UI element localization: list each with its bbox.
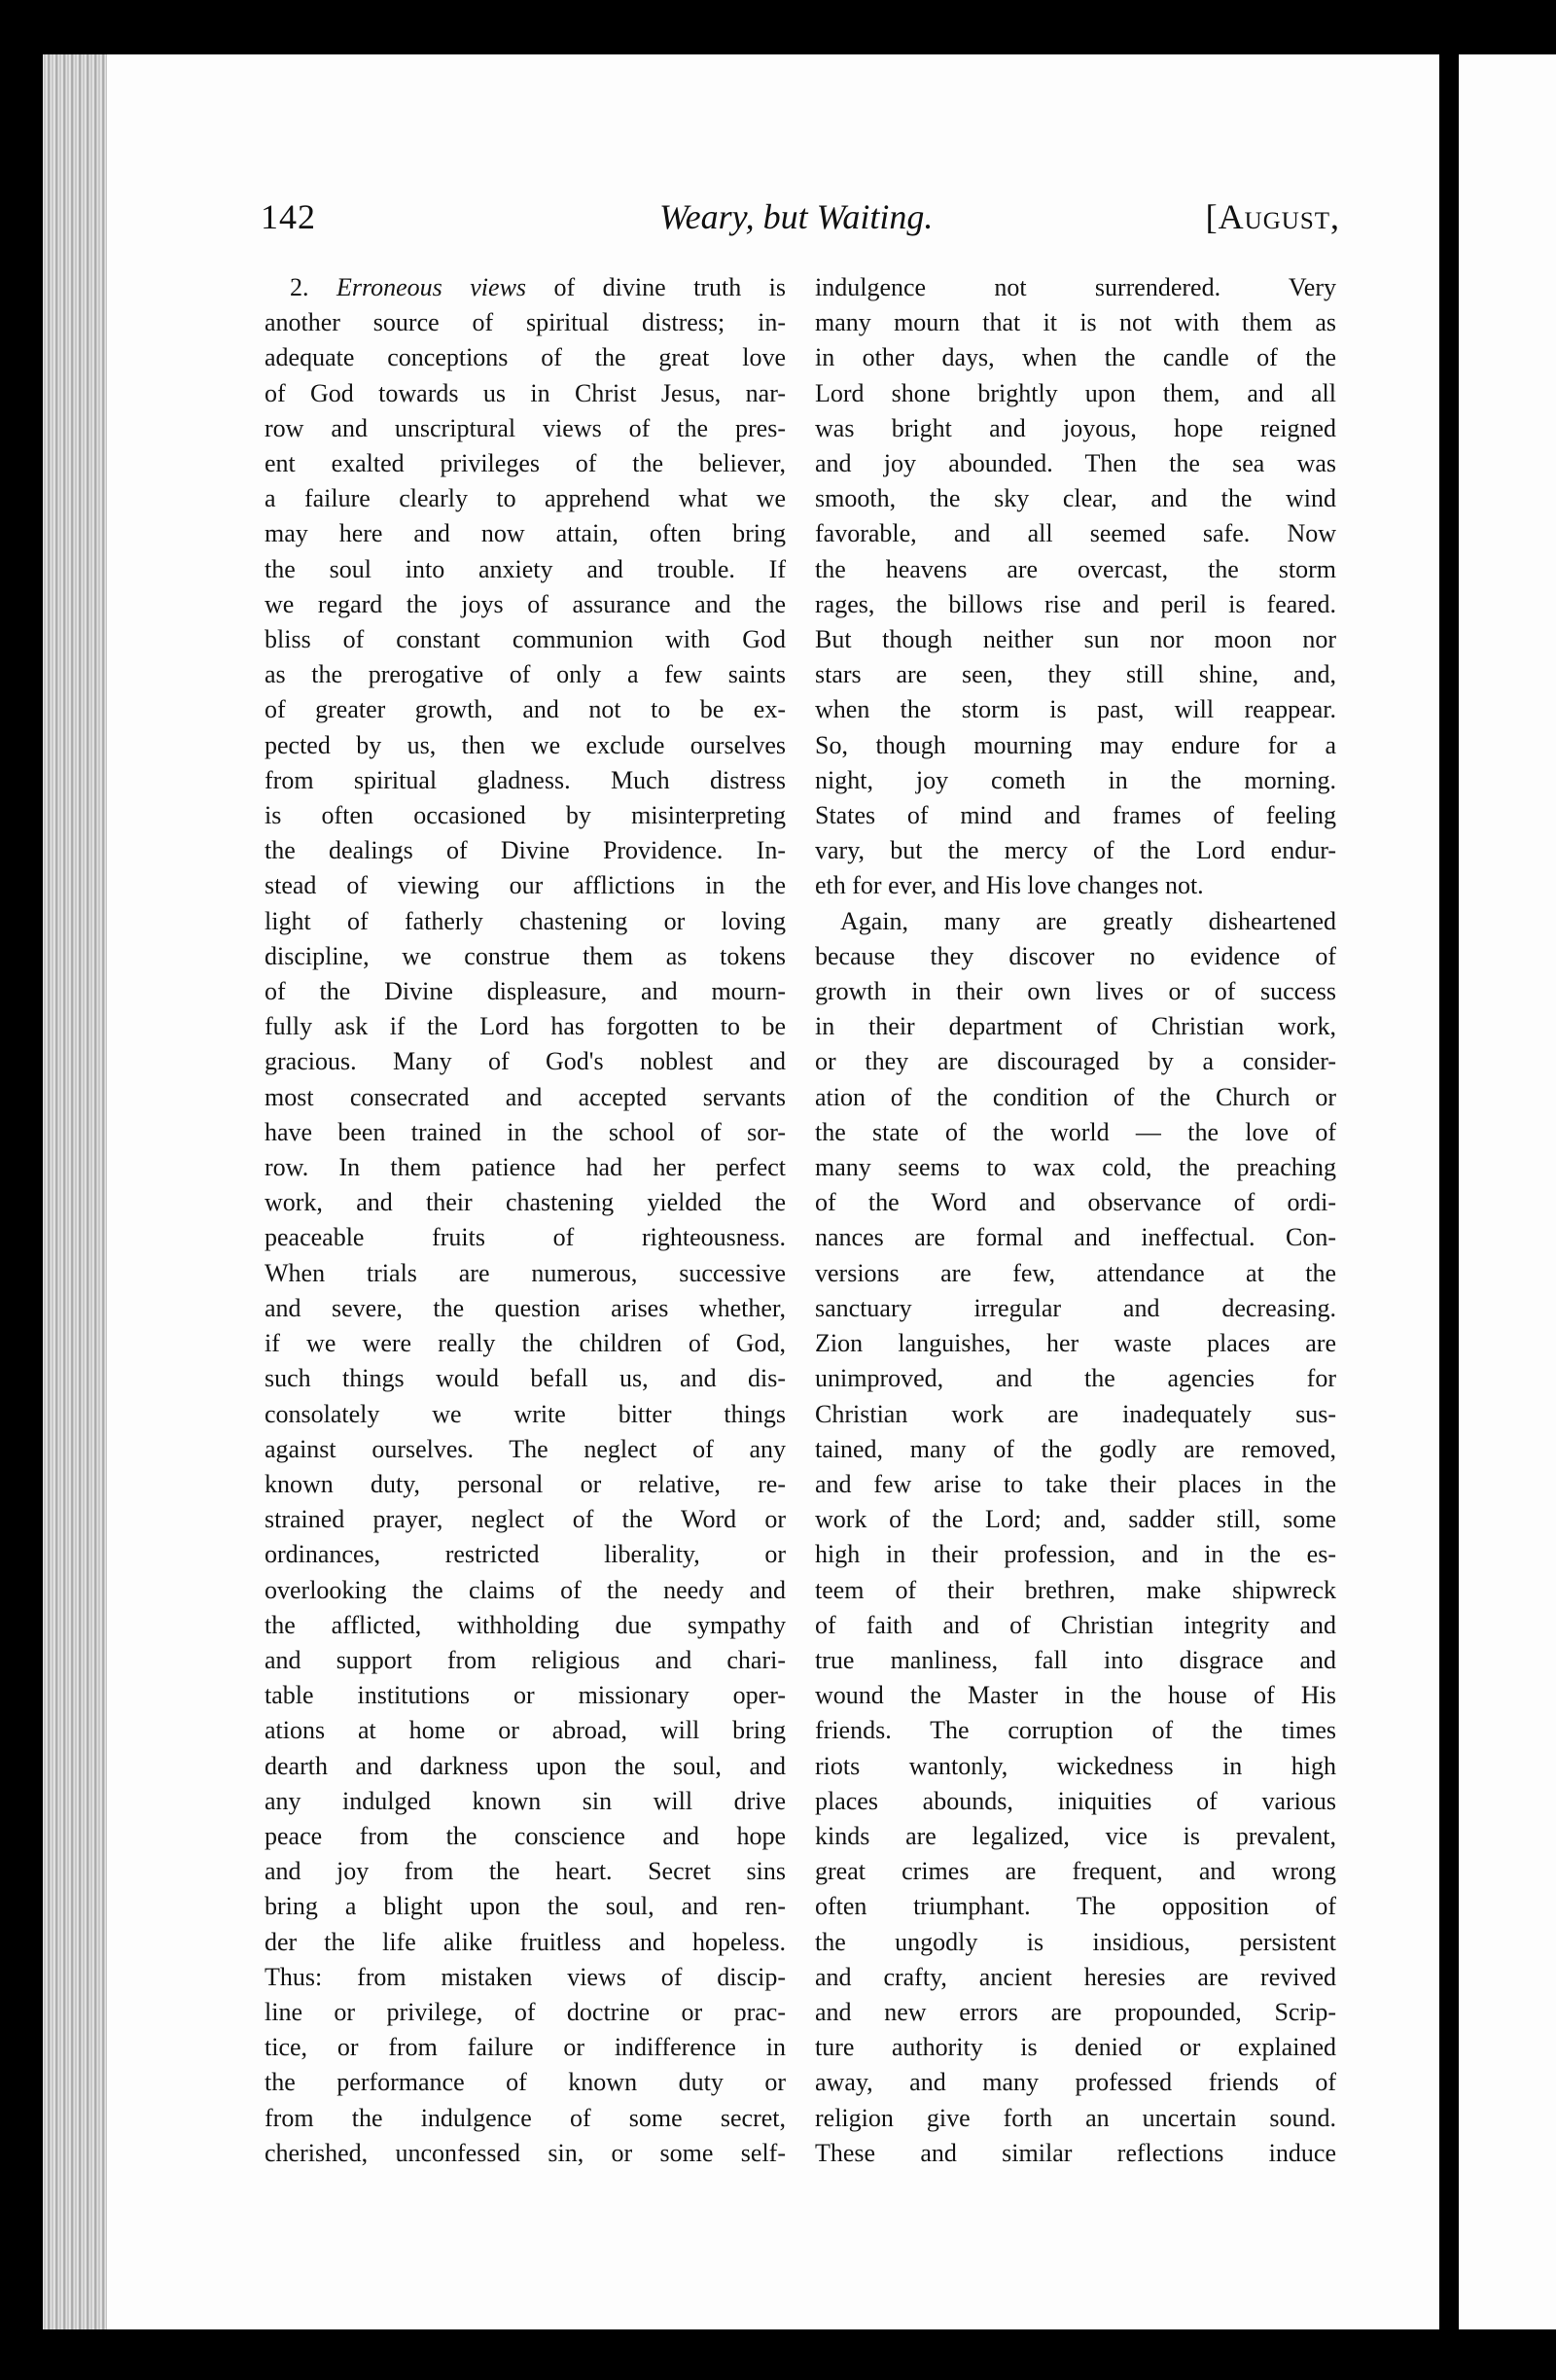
text-line: fully ask if the Lord has forgotten to be xyxy=(265,1012,786,1041)
text-line: high in their profession, and in the es- xyxy=(815,1540,1336,1569)
text-line: from spiritual gladness. Much distress xyxy=(265,765,786,794)
text-line: the state of the world — the love of xyxy=(815,1117,1336,1146)
text-line: ation of the condition of the Church or xyxy=(815,1082,1336,1111)
text-line: peaceable fruits of righteousness. xyxy=(265,1223,786,1252)
right-column xyxy=(815,270,1336,2171)
text-line: eth for ever, and His love changes not. xyxy=(815,871,1204,900)
text-line: indulgence not surrendered. Very xyxy=(815,273,1336,301)
text-line: dearth and darkness upon the soul, and xyxy=(265,1751,786,1780)
text-line: of greater growth, and not to be ex- xyxy=(265,695,786,724)
text-line: peace from the conscience and hope xyxy=(265,1821,786,1850)
text-line: and severe, the question arises whether, xyxy=(265,1293,786,1322)
text-line: bring a blight upon the soul, and ren- xyxy=(265,1892,786,1921)
text-line: great crimes are frequent, and wrong xyxy=(815,1857,1336,1886)
text-line: stars are seen, they still shine, and, xyxy=(815,660,1336,689)
book-spine-edge xyxy=(43,54,111,2329)
text-line: many seems to wax cold, the preaching xyxy=(815,1153,1336,1182)
text-line: smooth, the sky clear, and the wind xyxy=(815,484,1336,513)
text-line: often triumphant. The opposition of xyxy=(815,1892,1336,1921)
text-line: a failure clearly to apprehend what we xyxy=(265,484,786,513)
text-line: Christian work are inadequately sus- xyxy=(815,1399,1336,1428)
text-line: Lord shone brightly upon them, and all xyxy=(815,378,1336,407)
text-line: of the Divine displeasure, and mourn- xyxy=(265,977,786,1006)
text-line: tice, or from failure or indifference in xyxy=(265,2033,786,2062)
text-line: adequate conceptions of the great love xyxy=(265,343,786,372)
text-line: States of mind and frames of feeling xyxy=(815,801,1336,830)
running-month: [August, xyxy=(1205,197,1340,236)
text-line: when the storm is past, will reappear. xyxy=(815,695,1336,724)
text-line: riots wantonly, wickedness in high xyxy=(815,1751,1336,1780)
text-line: is often occasioned by misinterpreting xyxy=(265,801,786,830)
text-line: in their department of Christian work, xyxy=(815,1012,1336,1041)
text-line: work of the Lord; and, sadder still, some xyxy=(815,1505,1336,1534)
text-line: the soul into anxiety and trouble. If xyxy=(265,554,786,583)
text-line: as the prerogative of only a few saints xyxy=(265,660,786,689)
text-line: night, joy cometh in the morning. xyxy=(815,765,1336,794)
text-line: stead of viewing our afflictions in the xyxy=(265,871,786,900)
left-column xyxy=(265,270,786,2171)
text-line: against ourselves. The neglect of any xyxy=(265,1434,786,1463)
text-line: growth in their own lives or of success xyxy=(815,977,1336,1006)
text-line: favorable, and all seemed safe. Now xyxy=(815,519,1336,548)
paragraph-number: 2. xyxy=(290,273,309,301)
text-line: row. In them patience had her perfect xyxy=(265,1153,786,1182)
text-line: nances are formal and ineffectual. Con- xyxy=(815,1223,1336,1252)
page-number: 142 xyxy=(261,197,316,236)
text-line: religion give forth an uncertain sound. xyxy=(815,2103,1336,2132)
text-line: and joy from the heart. Secret sins xyxy=(265,1857,786,1886)
text-line: cherished, unconfessed sin, or some self- xyxy=(265,2138,786,2167)
text-line: the ungodly is insidious, persistent xyxy=(815,1927,1336,1956)
text-line: versions are few, attendance at the xyxy=(815,1258,1336,1287)
text-line: of the Word and observance of ordi- xyxy=(815,1188,1336,1217)
text-line: friends. The corruption of the times xyxy=(815,1716,1336,1745)
text-line: These and similar reflections induce xyxy=(815,2138,1336,2167)
text-line: if we were really the children of God, xyxy=(265,1329,786,1358)
text-line: But though neither sun nor moon nor xyxy=(815,625,1336,654)
text-line: we regard the joys of assurance and the xyxy=(265,589,786,618)
text-line: many mourn that it is not with them as xyxy=(815,308,1336,337)
text-line: known duty, personal or relative, re- xyxy=(265,1469,786,1498)
running-header xyxy=(261,185,1340,243)
text-line: or they are discouraged by a consider- xyxy=(815,1047,1336,1076)
text-line: any indulged known sin will drive xyxy=(265,1786,786,1815)
text-line: away, and many professed friends of xyxy=(815,2068,1336,2097)
text-line: kinds are legalized, vice is prevalent, xyxy=(815,1821,1336,1850)
text-line: and few arise to take their places in the xyxy=(815,1469,1336,1498)
text-line xyxy=(265,270,786,305)
text-line: So, though mourning may endure for a xyxy=(815,730,1336,759)
text-line: because they discover no evidence of xyxy=(815,941,1336,970)
text-line: unimproved, and the agencies for xyxy=(815,1364,1336,1393)
text-line: was bright and joyous, hope reigned xyxy=(815,413,1336,442)
facing-page-edge xyxy=(1459,54,1556,2329)
text-line: consolately we write bitter things xyxy=(265,1399,786,1428)
text-line: tained, many of the godly are removed, xyxy=(815,1434,1336,1463)
text-line: ture authority is denied or explained xyxy=(815,2033,1336,2062)
line-text: of divine truth is xyxy=(553,273,787,301)
text-line: discipline, we construe them as tokens xyxy=(265,941,786,970)
text-line: most consecrated and accepted servants xyxy=(265,1082,786,1111)
text-line: ations at home or abroad, will bring xyxy=(265,1716,786,1745)
text-line: Thus: from mistaken views of discip- xyxy=(265,1962,786,1991)
text-line: ent exalted privileges of the believer, xyxy=(265,449,786,478)
paragraph-lead-italic: Erroneous views xyxy=(336,273,527,301)
text-line: sanctuary irregular and decreasing. xyxy=(815,1293,1336,1322)
text-line: of God towards us in Christ Jesus, nar- xyxy=(265,378,786,407)
text-line: overlooking the claims of the needy and xyxy=(265,1575,786,1604)
text-line: the heavens are overcast, the storm xyxy=(815,554,1336,583)
text-line: from the indulgence of some secret, xyxy=(265,2103,786,2132)
text-line: line or privilege, of doctrine or prac- xyxy=(265,1997,786,2026)
text-line: der the life alike fruitless and hopeless. xyxy=(265,1927,786,1956)
text-line: Again, many are greatly disheartened xyxy=(840,906,1336,935)
running-title: Weary, but Waiting. xyxy=(659,197,934,236)
text-line: strained prayer, neglect of the Word or xyxy=(265,1505,786,1534)
text-line: and joy abounded. Then the sea was xyxy=(815,449,1336,478)
text-line: of faith and of Christian integrity and xyxy=(815,1610,1336,1639)
text-line: pected by us, then we exclude ourselves xyxy=(265,730,786,759)
text-line: vary, but the mercy of the Lord endur- xyxy=(815,836,1336,865)
text-line: such things would befall us, and dis- xyxy=(265,1364,786,1393)
text-line: and new errors are propounded, Scrip- xyxy=(815,1997,1336,2026)
text-line: work, and their chastening yielded the xyxy=(265,1188,786,1217)
text-line: and support from religious and chari- xyxy=(265,1645,786,1674)
text-line: places abounds, iniquities of various xyxy=(815,1786,1336,1815)
text-line: rages, the billows rise and peril is feared. xyxy=(815,589,1336,618)
text-line: have been trained in the school of sor- xyxy=(265,1117,786,1146)
text-line: the performance of known duty or xyxy=(265,2068,786,2097)
text-line: When trials are numerous, successive xyxy=(265,1258,786,1287)
text-line: wound the Master in the house of His xyxy=(815,1681,1336,1710)
text-line: true manliness, fall into disgrace and xyxy=(815,1645,1336,1674)
text-line: the afflicted, withholding due sympathy xyxy=(265,1610,786,1639)
text-line: in other days, when the candle of the xyxy=(815,343,1336,372)
text-line: bliss of constant communion with God xyxy=(265,625,786,654)
text-line: and crafty, ancient heresies are revived xyxy=(815,1962,1336,1991)
text-line: teem of their brethren, make shipwreck xyxy=(815,1575,1336,1604)
text-line: row and unscriptural views of the pres- xyxy=(265,413,786,442)
text-line: may here and now attain, often bring xyxy=(265,519,786,548)
text-line: ordinances, restricted liberality, or xyxy=(265,1540,786,1569)
text-line: table institutions or missionary oper- xyxy=(265,1681,786,1710)
text-line: another source of spiritual distress; in- xyxy=(265,308,786,337)
text-line: gracious. Many of God's noblest and xyxy=(265,1047,786,1076)
text-line: the dealings of Divine Providence. In- xyxy=(265,836,786,865)
text-line: Zion languishes, her waste places are xyxy=(815,1329,1336,1358)
text-line: light of fatherly chastening or loving xyxy=(265,906,786,935)
